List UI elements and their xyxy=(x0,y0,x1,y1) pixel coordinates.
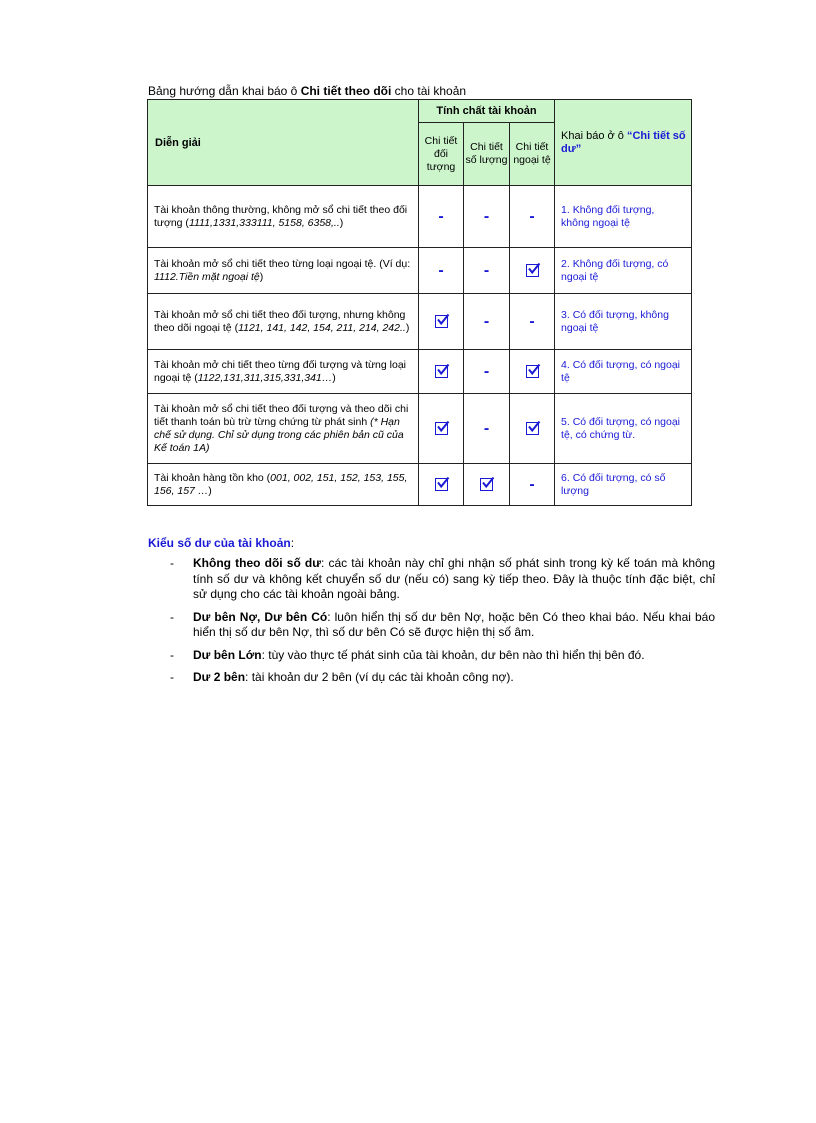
header-currency-detail: Chi tiết ngoại tệ xyxy=(510,123,555,186)
caption-bold: Chi tiết theo dõi xyxy=(300,84,392,98)
table-row xyxy=(148,248,692,294)
dash-icon: - xyxy=(483,419,490,437)
dash-icon: - xyxy=(483,362,490,380)
balance-type-list xyxy=(170,556,715,693)
caption-prefix: Bảng hướng dẫn khai báo ô xyxy=(148,84,301,98)
bullet-dash: - xyxy=(170,556,174,570)
dash-icon: - xyxy=(483,312,490,330)
dash-icon: - xyxy=(438,207,444,225)
checkbox-checked-icon xyxy=(435,315,448,328)
dash-icon: - xyxy=(438,261,444,279)
table-row xyxy=(148,464,692,506)
mark-cell xyxy=(510,294,555,350)
table-body xyxy=(148,186,692,506)
mark-cell xyxy=(464,350,510,394)
list-item xyxy=(170,556,715,603)
row-result: 4. Có đối tượng, có ngoại tệ xyxy=(555,350,692,394)
mark-cell xyxy=(510,248,555,294)
header-description: Diễn giải xyxy=(148,100,419,186)
mark-cell xyxy=(464,186,510,248)
mark-cell xyxy=(419,350,464,394)
item-text: : luôn hiển thị số dư bên Nợ, hoặc bên Có theo khai báo. Nếu khai báo hiển thị số dư bên Nợ, thì số dư bên Có sẽ được hiện thị số âm. xyxy=(193,609,716,639)
item-term: Dư bên Lớn xyxy=(193,647,262,662)
caption-suffix: cho tài khoản xyxy=(391,84,467,98)
header-quantity-detail: Chi tiết số lượng xyxy=(464,123,510,186)
mark-cell xyxy=(419,394,464,464)
row-result: 2. Không đối tượng, có ngoại tệ xyxy=(555,248,692,294)
guide-table xyxy=(147,99,692,506)
checkbox-checked-icon xyxy=(526,365,539,378)
mark-cell xyxy=(510,350,555,394)
section-title: Kiểu số dư của tài khoản: xyxy=(148,536,295,550)
checkbox-checked-icon xyxy=(435,478,448,491)
row-description: Tài khoản mở sổ chi tiết theo đối tượng và theo dõi chi tiết thanh toán bù trừ từng chứng từ phát sinh (* Hạn chế sử dụng. Chỉ sử dụng trong các phiên bản cũ của Kế toán 1A) xyxy=(148,394,419,464)
header-account-properties: Tính chất tài khoản xyxy=(419,100,555,123)
mark-cell xyxy=(419,464,464,506)
checkbox-checked-icon xyxy=(435,422,448,435)
checkbox-checked-icon xyxy=(526,422,539,435)
checkbox-checked-icon xyxy=(435,365,448,378)
row-description: Tài khoản mở sổ chi tiết theo đối tượng, nhưng không theo dõi ngoại tệ (1121, 141, 142, 154, 211, 214, 242..) xyxy=(148,294,419,350)
mark-cell xyxy=(464,394,510,464)
mark-cell xyxy=(419,248,464,294)
table-row xyxy=(148,394,692,464)
list-item xyxy=(170,610,715,641)
header-balance-prefix: Khai báo ở ô xyxy=(561,129,627,142)
dash-icon: - xyxy=(529,475,535,493)
row-description: Tài khoản hàng tồn kho (001, 002, 151, 152, 153, 155, 156, 157 …) xyxy=(148,464,419,506)
checkbox-checked-icon xyxy=(480,478,493,491)
item-text: : các tài khoản này chỉ ghi nhận số phát sinh trong kỳ kế toán mà không tính số dư và không kết chuyển số dư (nếu có) sang kỳ tiếp theo. Đây là thuộc tính đặc biệt, chỉ sử dụng cho các tài khoản ngoài bảng. xyxy=(193,556,716,601)
checkbox-checked-icon xyxy=(526,264,539,277)
mark-cell xyxy=(510,394,555,464)
dash-icon: - xyxy=(483,207,490,225)
dash-icon: - xyxy=(529,207,535,225)
row-description: Tài khoản mở chi tiết theo từng đối tượng và từng loại ngoại tệ (1122,131,311,315,331,341…) xyxy=(148,350,419,394)
row-description: Tài khoản mở sổ chi tiết theo từng loại ngoại tệ. (Ví dụ: 1112.Tiền mặt ngoại tệ) xyxy=(148,248,419,294)
dash-icon: - xyxy=(529,312,535,330)
header-object-detail: Chi tiết đối tượng xyxy=(419,123,464,186)
mark-cell xyxy=(419,186,464,248)
bullet-dash: - xyxy=(170,647,174,662)
dash-icon: - xyxy=(483,261,490,279)
item-term: Dư 2 bên xyxy=(193,670,246,684)
item-term: Không theo dõi số dư xyxy=(193,556,321,570)
table-row xyxy=(148,294,692,350)
item-text: : tùy vào thực tế phát sinh của tài khoản, dư bên nào thì hiển thị bên đó. xyxy=(261,647,645,662)
bullet-dash: - xyxy=(170,609,174,624)
header-balance-bold: “Chi tiết số dư” xyxy=(561,129,686,155)
row-result: 3. Có đối tượng, không ngoại tệ xyxy=(555,294,692,350)
header-balance-detail xyxy=(555,100,692,186)
item-term: Dư bên Nợ, Dư bên Có xyxy=(193,609,328,624)
table-row xyxy=(148,186,692,248)
item-text: : tài khoản dư 2 bên (ví dụ các tài khoản công nợ). xyxy=(245,670,514,684)
mark-cell xyxy=(510,186,555,248)
table-row xyxy=(148,350,692,394)
row-result: 5. Có đối tượng, có ngoại tệ, có chứng từ. xyxy=(555,394,692,464)
list-item xyxy=(170,648,715,664)
mark-cell xyxy=(510,464,555,506)
mark-cell xyxy=(419,294,464,350)
row-description: Tài khoản thông thường, không mở sổ chi tiết theo đối tượng (1111,1331,333111, 5158, 6358,..) xyxy=(148,186,419,248)
table-caption xyxy=(148,84,466,98)
mark-cell xyxy=(464,294,510,350)
list-item xyxy=(170,670,715,686)
row-result: 6. Có đối tượng, có số lượng xyxy=(555,464,692,506)
mark-cell xyxy=(464,464,510,506)
bullet-dash: - xyxy=(170,670,174,684)
row-result: 1. Không đối tượng, không ngoại tệ xyxy=(555,186,692,248)
mark-cell xyxy=(464,248,510,294)
